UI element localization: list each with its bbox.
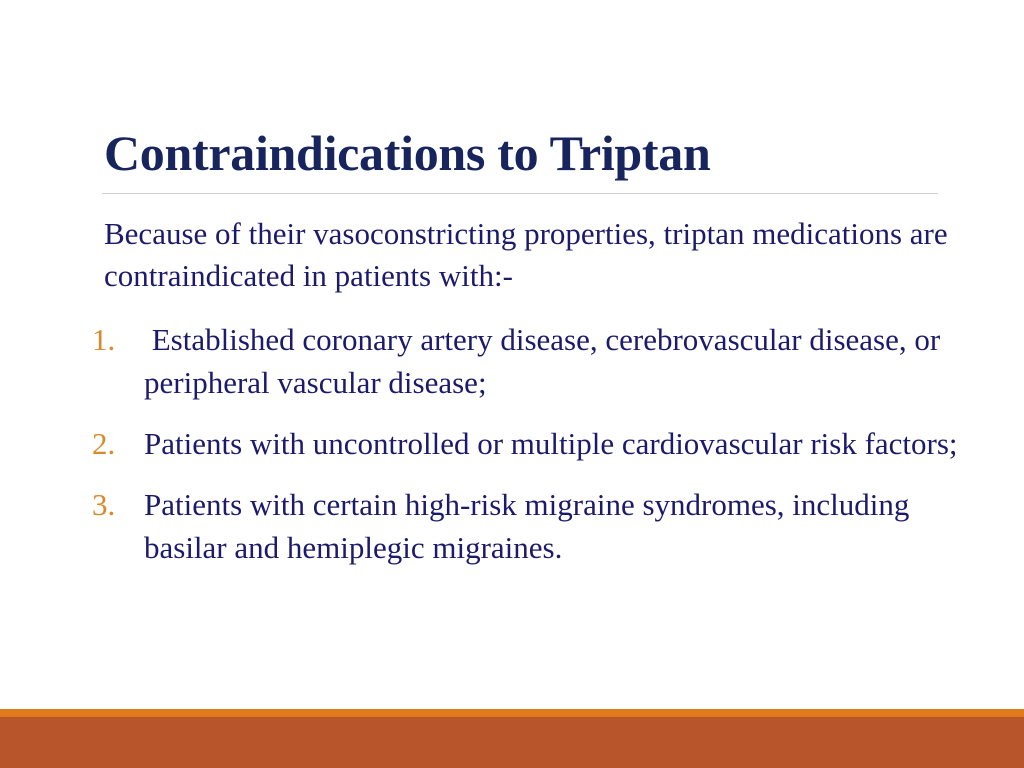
- list-item-text: Patients with uncontrolled or multiple cardiovascular risk factors;: [144, 426, 958, 461]
- list-item-text: Established coronary artery disease, cerebrovascular disease, or peripheral vascular disease;: [144, 322, 948, 400]
- list-item-number: 1.: [92, 322, 116, 357]
- list-item-number: 2.: [92, 426, 116, 461]
- list-item-text: Patients with certain high-risk migraine syndromes, including basilar and hemiplegic migraines.: [144, 487, 910, 565]
- slide-title: Contraindications to Triptan: [104, 125, 711, 181]
- list-item: [92, 422, 962, 465]
- list-item-number: 3.: [92, 487, 116, 522]
- contraindication-list: [92, 318, 962, 587]
- title-divider: [102, 193, 938, 194]
- footer-accent-stripe: [0, 709, 1024, 717]
- list-item: [92, 318, 962, 404]
- list-item: [92, 483, 962, 569]
- intro-paragraph: Because of their vasoconstricting properties, triptan medications are contraindicated in patients with:-: [104, 216, 948, 293]
- footer-band: [0, 717, 1024, 768]
